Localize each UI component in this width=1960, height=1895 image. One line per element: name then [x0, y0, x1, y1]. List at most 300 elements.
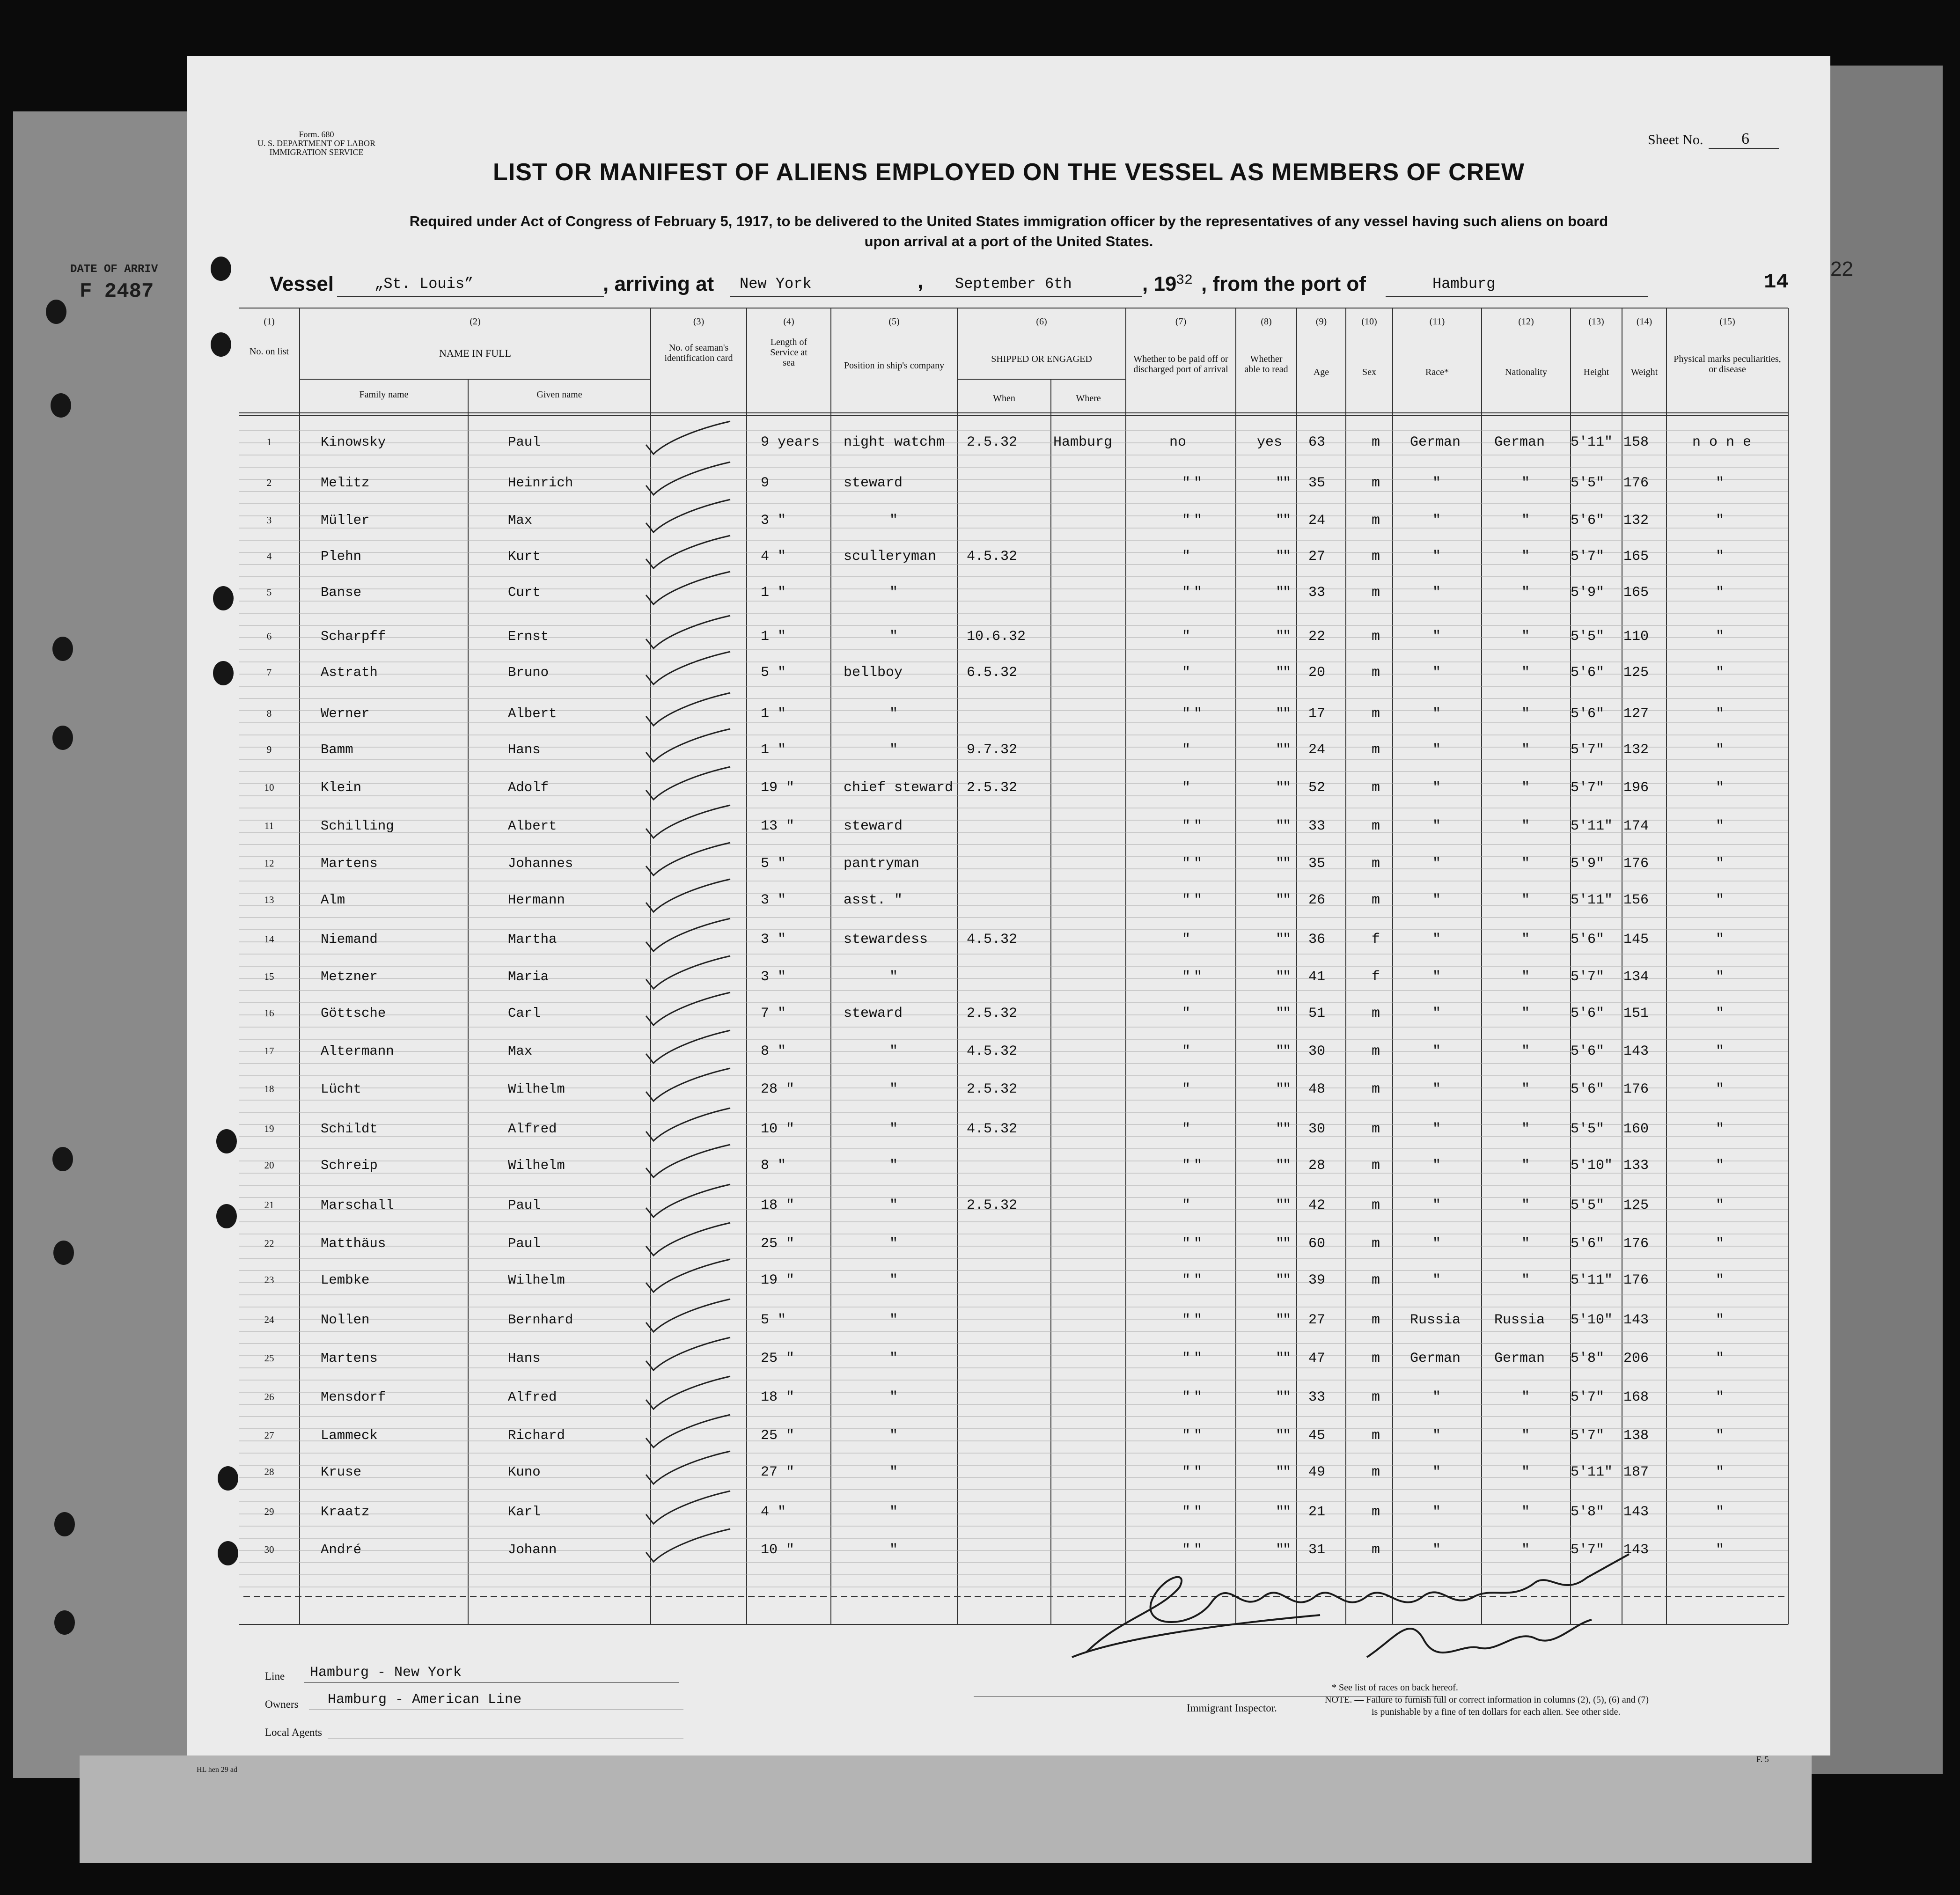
sheet-no-label: Sheet No.	[1648, 132, 1703, 147]
cell-sex: m	[1372, 1504, 1380, 1520]
cell-marks: "	[1716, 513, 1725, 529]
check-mark	[637, 1298, 735, 1336]
row-number: 19	[264, 1123, 274, 1134]
cell-nationality: "	[1521, 1389, 1530, 1405]
cell-service: 19 "	[761, 780, 795, 796]
cell-position: "	[889, 1272, 898, 1288]
cell-read: "	[1276, 513, 1285, 529]
cell-where: "	[1283, 856, 1292, 872]
cell-race: "	[1432, 818, 1441, 834]
sheet-no-value: 6	[1741, 130, 1749, 147]
cell-when: 2.5.32	[967, 1197, 1018, 1213]
cell-sex: m	[1372, 475, 1380, 491]
cell-sex: f	[1372, 969, 1380, 985]
cell-position: steward	[844, 1006, 903, 1021]
cell-read: "	[1276, 585, 1285, 601]
cell-family: Scharpff	[321, 629, 386, 644]
cell-when: 2.5.32	[967, 1006, 1018, 1021]
row-number: 23	[264, 1274, 274, 1285]
cell-race: "	[1432, 1081, 1441, 1097]
cell-age: 35	[1308, 856, 1326, 872]
cell-height: 5'6"	[1571, 513, 1605, 529]
cell-nationality: "	[1521, 1428, 1530, 1444]
cell-given: Carl	[508, 1006, 541, 1021]
cell-paid: no	[1169, 434, 1187, 450]
cell-nationality: "	[1521, 1464, 1530, 1480]
cell-weight: 133	[1623, 1158, 1649, 1174]
cell-position: "	[889, 1351, 898, 1366]
cell-weight: 176	[1623, 1081, 1649, 1097]
cell-race: "	[1432, 549, 1441, 565]
cell-age: 30	[1308, 1043, 1326, 1059]
cell-race: "	[1432, 856, 1441, 872]
cell-height: 5'11"	[1571, 818, 1613, 834]
signature-text	[1077, 1582, 1080, 1583]
cell-race: "	[1432, 1272, 1441, 1288]
cell-read: "	[1276, 1542, 1285, 1558]
cell-when: 4.5.32	[967, 1121, 1018, 1137]
cell-when: "	[1194, 818, 1203, 834]
cell-height: 5'10"	[1571, 1158, 1613, 1174]
cell-height: 5'7"	[1571, 1428, 1605, 1444]
row-number: 4	[266, 551, 272, 562]
cell-family: Mensdorf	[321, 1389, 386, 1405]
cell-given: Hermann	[508, 892, 565, 908]
cell-age: 42	[1308, 1197, 1326, 1213]
cell-race: "	[1432, 742, 1441, 758]
cell-paid: "	[1182, 1389, 1191, 1405]
cell-sex: m	[1372, 1236, 1380, 1252]
cell-marks: "	[1716, 1158, 1725, 1174]
cell-height: 5'5"	[1571, 629, 1605, 645]
row-number: 13	[264, 894, 274, 905]
cell-marks: "	[1716, 1081, 1725, 1097]
col11-header: Race*	[1425, 367, 1449, 377]
cell-given: Kurt	[508, 549, 541, 564]
cell-paid: "	[1182, 742, 1191, 758]
cell-nationality: "	[1521, 706, 1530, 722]
row-number: 30	[264, 1544, 274, 1555]
subtitle-line2: upon arrival at a port of the United States.	[864, 233, 1153, 250]
cell-paid: "	[1182, 1351, 1191, 1366]
cell-marks: "	[1716, 1043, 1725, 1059]
cell-family: Bamm	[321, 742, 353, 757]
cell-read: "	[1276, 932, 1285, 948]
cell-height: 5'8"	[1571, 1504, 1605, 1520]
cell-when: "	[1194, 1351, 1203, 1366]
col6-number: (6)	[1036, 316, 1047, 327]
cell-marks: "	[1716, 1504, 1725, 1520]
cell-family: Lembke	[321, 1272, 370, 1288]
cell-sex: m	[1372, 434, 1380, 450]
cell-given: Karl	[508, 1504, 541, 1520]
cell-marks: "	[1716, 1272, 1725, 1288]
check-mark	[637, 1067, 735, 1105]
col8-header: Whether able to read	[1244, 354, 1288, 375]
cell-marks: "	[1716, 1236, 1725, 1252]
row-number: 7	[266, 667, 272, 678]
cell-service: 1 "	[761, 629, 786, 645]
year-suffix: 32	[1176, 272, 1193, 288]
cell-when: 4.5.32	[967, 549, 1018, 565]
cell-weight: 158	[1623, 434, 1649, 450]
cell-weight: 206	[1623, 1351, 1649, 1366]
cell-race: "	[1432, 706, 1441, 722]
cell-service: 9 years	[761, 434, 820, 450]
cell-given: Albert	[508, 706, 557, 721]
col6-header: SHIPPED OR ENGAGED	[991, 354, 1092, 364]
cell-paid: "	[1182, 665, 1191, 681]
check-mark	[637, 651, 735, 688]
cell-age: 20	[1308, 665, 1326, 681]
row-number: 11	[264, 820, 274, 831]
cell-position: "	[889, 1312, 898, 1328]
cell-read: "	[1276, 1236, 1285, 1252]
cell-given: Curt	[508, 585, 541, 600]
cell-service: 8 "	[761, 1043, 786, 1059]
owners-label: Owners	[265, 1698, 299, 1710]
cell-read: "	[1276, 1312, 1285, 1328]
cell-family: Kinowsky	[321, 434, 386, 450]
cell-weight: 143	[1623, 1542, 1649, 1558]
cell-paid: "	[1182, 475, 1191, 491]
cell-service: 13 "	[761, 818, 795, 834]
cell-weight: 176	[1623, 1272, 1649, 1288]
cell-paid: "	[1182, 892, 1191, 908]
cell-weight: 134	[1623, 969, 1649, 985]
cell-read: "	[1276, 1464, 1285, 1480]
col2-given-header: Given name	[536, 389, 582, 400]
cell-service: 4 "	[761, 1504, 786, 1520]
cell-age: 35	[1308, 475, 1326, 491]
cell-family: Lücht	[321, 1081, 362, 1097]
cell-family: Klein	[321, 780, 362, 795]
cell-when: "	[1194, 1542, 1203, 1558]
cell-race: "	[1432, 1006, 1441, 1021]
cell-marks: "	[1716, 1197, 1725, 1213]
cell-where: "	[1283, 1158, 1292, 1174]
cell-position: "	[889, 706, 898, 722]
cell-race: "	[1432, 513, 1441, 529]
cell-family: Lammeck	[321, 1428, 378, 1443]
cell-where: "	[1283, 1081, 1292, 1097]
cell-weight: 160	[1623, 1121, 1649, 1137]
cell-read: "	[1276, 1158, 1285, 1174]
cell-paid: "	[1182, 513, 1191, 529]
cell-nationality: "	[1521, 780, 1530, 796]
cell-when: "	[1194, 513, 1203, 529]
cell-sex: m	[1372, 1389, 1380, 1405]
cell-read: "	[1276, 1428, 1285, 1444]
cell-family: Altermann	[321, 1043, 394, 1059]
cell-weight: 187	[1623, 1464, 1649, 1480]
cell-marks: n o n e	[1692, 434, 1752, 450]
punch-hole	[52, 637, 73, 661]
cell-nationality: "	[1521, 1121, 1530, 1137]
col14-header: Weight	[1630, 367, 1658, 377]
cell-given: Johannes	[508, 856, 573, 871]
check-mark	[637, 992, 735, 1029]
punch-hole	[46, 300, 66, 324]
cell-weight: 176	[1623, 856, 1649, 872]
cell-when: 9.7.32	[967, 742, 1018, 758]
cell-sex: m	[1372, 818, 1380, 834]
check-mark	[637, 1490, 735, 1528]
cell-sex: m	[1372, 549, 1380, 565]
cell-sex: m	[1372, 1197, 1380, 1213]
check-mark	[637, 766, 735, 803]
col3-header: No. of seaman's identification card	[664, 343, 733, 363]
cell-race: "	[1432, 665, 1441, 681]
cell-read: "	[1276, 1006, 1285, 1021]
cell-paid: "	[1182, 1197, 1191, 1213]
check-mark	[637, 615, 735, 652]
cell-race: "	[1432, 585, 1441, 601]
cell-height: 5'6"	[1571, 665, 1605, 681]
form-code: F. 5	[1756, 1755, 1769, 1764]
cell-read: "	[1276, 549, 1285, 565]
date-arrival-stamp: DATE OF ARRIV	[70, 263, 158, 276]
cell-given: Paul	[508, 1197, 541, 1213]
inspector-label: Immigrant Inspector.	[1187, 1702, 1277, 1714]
cell-weight: 156	[1623, 892, 1649, 908]
page-title: LIST OR MANIFEST OF ALIENS EMPLOYED ON THE VESSEL AS MEMBERS OF CREW	[493, 159, 1525, 186]
cell-weight: 125	[1623, 1197, 1649, 1213]
cell-family: Melitz	[321, 475, 370, 491]
row-number: 16	[264, 1007, 274, 1019]
owners-value: Hamburg - American Line	[328, 1692, 522, 1708]
cell-sex: m	[1372, 742, 1380, 758]
cell-marks: "	[1716, 1542, 1725, 1558]
department-name: U. S. DEPARTMENT OF LABOR	[257, 139, 375, 148]
cell-when: 6.5.32	[967, 665, 1018, 681]
cell-height: 5'7"	[1571, 742, 1605, 758]
cell-where: "	[1283, 1043, 1292, 1059]
vessel-label: Vessel	[270, 272, 334, 295]
cell-age: 60	[1308, 1236, 1326, 1252]
punch-hole	[54, 1512, 75, 1536]
cell-read: "	[1276, 1121, 1285, 1137]
col13-header: Height	[1583, 367, 1609, 377]
cell-given: Heinrich	[508, 475, 573, 491]
cell-weight: 127	[1623, 706, 1649, 722]
check-mark	[637, 955, 735, 992]
cell-nationality: "	[1521, 549, 1530, 565]
col1-header: No. on list	[250, 346, 289, 357]
cell-position: "	[889, 1464, 898, 1480]
cell-family: Kruse	[321, 1464, 362, 1480]
cell-service: 25 "	[761, 1236, 795, 1252]
cell-given: Max	[508, 513, 533, 528]
cell-read: "	[1276, 1351, 1285, 1366]
cell-sex: m	[1372, 1158, 1380, 1174]
check-mark	[637, 461, 735, 499]
cell-age: 28	[1308, 1158, 1326, 1174]
arriving-label: , arriving at	[603, 272, 714, 295]
cell-height: 5'5"	[1571, 1197, 1605, 1213]
cell-read: "	[1276, 1081, 1285, 1097]
cell-position: "	[889, 1504, 898, 1520]
col12-number: (12)	[1518, 316, 1534, 327]
cell-read: "	[1276, 892, 1285, 908]
check-mark	[637, 420, 735, 458]
cell-height: 5'6"	[1571, 1081, 1605, 1097]
arrival-date: September 6th	[955, 275, 1072, 293]
cell-height: 5'5"	[1571, 475, 1605, 491]
check-mark	[637, 1222, 735, 1259]
punch-hole	[52, 726, 73, 750]
cell-given: Kuno	[508, 1464, 541, 1480]
cell-sex: m	[1372, 1428, 1380, 1444]
cell-service: 5 "	[761, 665, 786, 681]
cell-sex: f	[1372, 932, 1380, 948]
cell-family: Schreip	[321, 1158, 378, 1173]
print-code: HL hen 29 ad	[197, 1766, 237, 1774]
col13-number: (13)	[1588, 316, 1604, 327]
line-underline	[304, 1682, 679, 1683]
cell-position: "	[889, 1236, 898, 1252]
cell-weight: 176	[1623, 1236, 1649, 1252]
service-name: IMMIGRATION SERVICE	[269, 147, 364, 157]
cell-weight: 143	[1623, 1504, 1649, 1520]
cell-race: "	[1432, 892, 1441, 908]
arriving-port: New York	[740, 275, 812, 293]
cell-paid: "	[1182, 1158, 1191, 1174]
cell-nationality: "	[1521, 1197, 1530, 1213]
cell-paid: "	[1182, 585, 1191, 601]
stamp-number: F 2487	[80, 280, 154, 303]
cell-marks: "	[1716, 585, 1725, 601]
cell-where: "	[1283, 1006, 1292, 1021]
cell-nationality: "	[1521, 1158, 1530, 1174]
cell-given: Adolf	[508, 780, 549, 795]
col9-number: (9)	[1315, 316, 1327, 327]
cell-service: 10 "	[761, 1121, 795, 1137]
cell-weight: 145	[1623, 932, 1649, 948]
col10-number: (10)	[1361, 316, 1377, 327]
cell-position: "	[889, 1043, 898, 1059]
cell-paid: "	[1182, 1428, 1191, 1444]
cell-when: "	[1194, 1312, 1203, 1328]
cell-where: "	[1283, 780, 1292, 796]
cell-position: sculleryman	[844, 549, 937, 565]
cell-given: Albert	[508, 818, 557, 834]
cell-read: "	[1276, 742, 1285, 758]
col3-number: (3)	[693, 316, 705, 327]
note-line1: NOTE. — Failure to furnish full or correct information in columns (2), (5), (6) and (7)	[1325, 1695, 1649, 1705]
cell-weight: 165	[1623, 585, 1649, 601]
check-mark	[637, 728, 735, 765]
cell-position: stewardess	[844, 932, 928, 948]
cell-age: 39	[1308, 1272, 1326, 1288]
cell-when: "	[1194, 706, 1203, 722]
cell-nationality: "	[1521, 856, 1530, 872]
cell-paid: "	[1182, 1312, 1191, 1328]
cell-marks: "	[1716, 1121, 1725, 1137]
cell-when: 2.5.32	[967, 434, 1018, 450]
cell-family: Werner	[321, 706, 370, 721]
cell-given: Richard	[508, 1428, 565, 1443]
check-mark	[637, 499, 735, 536]
check-mark	[637, 571, 735, 608]
cell-read: "	[1276, 1197, 1285, 1213]
year-prefix: , 19	[1142, 272, 1177, 295]
col14-number: (14)	[1636, 316, 1652, 327]
cell-height: 5'8"	[1571, 1351, 1605, 1366]
check-mark	[637, 1258, 735, 1296]
cell-height: 5'9"	[1571, 585, 1605, 601]
col7-header: Whether to be paid off or discharged port of arrival	[1133, 354, 1228, 375]
cell-weight: 151	[1623, 1006, 1649, 1021]
cell-weight: 125	[1623, 665, 1649, 681]
cell-given: Ernst	[508, 629, 549, 644]
cell-marks: "	[1716, 1428, 1725, 1444]
row-number: 8	[266, 708, 272, 719]
col10-header: Sex	[1362, 367, 1376, 377]
check-mark	[637, 1107, 735, 1145]
cell-read: "	[1276, 969, 1285, 985]
check-mark	[637, 878, 735, 916]
cell-given: Hans	[508, 742, 541, 757]
cell-race: "	[1432, 1542, 1441, 1558]
row-number: 20	[264, 1160, 274, 1171]
cell-paid: "	[1182, 1272, 1191, 1288]
row-number: 17	[264, 1045, 274, 1057]
cell-sex: m	[1372, 629, 1380, 645]
cell-position: "	[889, 513, 898, 529]
cell-age: 27	[1308, 1312, 1326, 1328]
cell-position: "	[889, 969, 898, 985]
col5-header: Position in ship's company	[844, 360, 945, 371]
row-number: 29	[264, 1506, 274, 1517]
cell-where: "	[1283, 1542, 1292, 1558]
cell-age: 24	[1308, 513, 1326, 529]
cell-position: chief steward	[844, 780, 954, 796]
cell-where: "	[1283, 475, 1292, 491]
cell-given: Wilhelm	[508, 1272, 565, 1288]
cell-family: André	[321, 1542, 362, 1557]
line-value: Hamburg - New York	[310, 1665, 462, 1681]
cell-nationality: German	[1494, 434, 1545, 450]
cell-height: 5'9"	[1571, 856, 1605, 872]
cell-weight: 138	[1623, 1428, 1649, 1444]
cell-age: 22	[1308, 629, 1326, 645]
cell-age: 49	[1308, 1464, 1326, 1480]
row-number: 5	[266, 587, 272, 598]
col11-number: (11)	[1429, 316, 1445, 327]
row-number: 1	[266, 436, 272, 448]
cell-age: 21	[1308, 1504, 1326, 1520]
cell-paid: "	[1182, 706, 1191, 722]
cell-weight: 143	[1623, 1312, 1649, 1328]
departure-port: Hamburg	[1432, 275, 1496, 293]
cell-when: "	[1194, 969, 1203, 985]
cell-given: Johann	[508, 1542, 557, 1557]
cell-height: 5'5"	[1571, 1121, 1605, 1137]
from-port-label: , from the port of	[1201, 272, 1366, 295]
cell-position: asst. "	[844, 892, 903, 908]
cell-given: Alfred	[508, 1389, 557, 1405]
cell-position: "	[889, 1389, 898, 1405]
cell-when: 4.5.32	[967, 932, 1018, 948]
cell-service: 1 "	[761, 742, 786, 758]
cell-paid: "	[1182, 1464, 1191, 1480]
local-agents-label: Local Agents	[265, 1726, 322, 1738]
cell-service: 9	[761, 475, 770, 491]
form-number: Form. 680	[299, 130, 334, 139]
cell-position: steward	[844, 475, 903, 491]
cell-position: bellboy	[844, 665, 903, 681]
